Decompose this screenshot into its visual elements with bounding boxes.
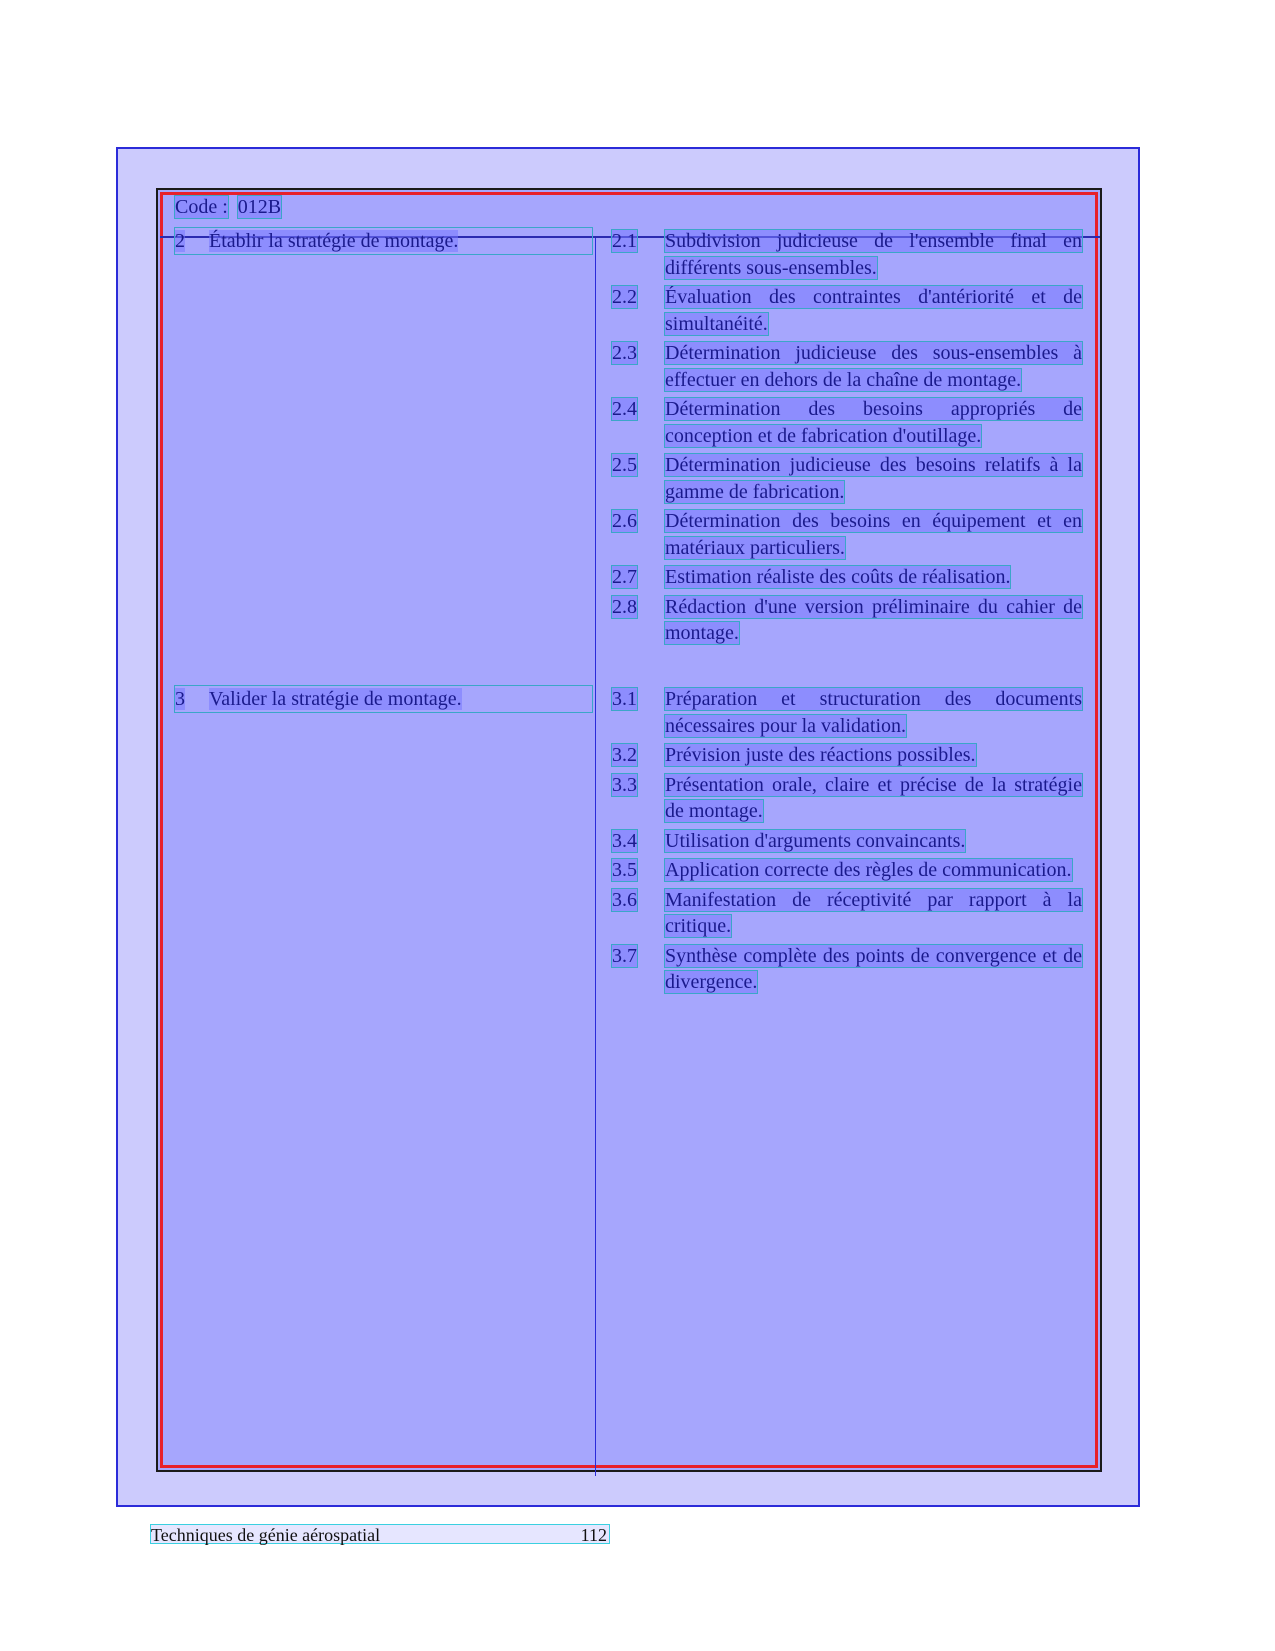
criterion-item [612,452,1082,505]
criterion-item [612,828,1082,855]
criterion-text: Estimation réaliste des coûts de réalisation. [665,566,1011,588]
criterion-text: Détermination des besoins en équipement et en matériaux particuliers. [665,510,1082,559]
criterion-item [612,508,1082,561]
criterion-text: Évaluation des contraintes d'antériorité et de simultanéité. [665,286,1082,335]
task-number: 3 [175,688,185,710]
task-title: Valider la stratégie de montage. [209,688,462,710]
code-value: 012B [237,196,282,218]
criterion-number: 2.7 [612,566,637,588]
criterion-number: 3.7 [612,944,637,967]
page-footer [150,1524,610,1544]
code-header [175,192,281,222]
criterion-number: 3.6 [612,888,637,911]
task-row-2 [175,228,592,254]
criterion-number: 3.1 [612,688,637,710]
task-row-3 [175,686,592,712]
criterion-text: Synthèse complète des points de convergence et de divergence. [665,944,1082,993]
criterion-item [612,396,1082,449]
criterion-item [612,594,1082,647]
criterion-number: 3.2 [612,744,637,766]
criterion-item [612,340,1082,393]
criterion-number: 2.4 [612,398,637,420]
criterion-number: 3.3 [612,773,637,796]
criterion-text: Manifestation de réceptivité par rapport à la critique. [665,888,1082,937]
criterion-item [612,772,1082,825]
criterion-text: Utilisation d'arguments convaincants. [665,829,966,852]
column-divider [595,238,596,1476]
criterion-number: 2.2 [612,286,637,308]
criteria-list-2 [612,228,1082,650]
code-label: Code : [175,196,228,218]
criterion-item [612,564,1082,591]
criterion-item [612,857,1082,884]
criterion-item [612,686,1082,739]
criterion-text: Préparation et structuration des documents nécessaires pour la validation. [665,688,1082,737]
criterion-text: Subdivision judicieuse de l'ensemble final en différents sous-ensembles. [665,230,1082,279]
criterion-item [612,742,1082,769]
task-title: Établir la stratégie de montage. [209,230,459,252]
criterion-text: Détermination judicieuse des besoins relatifs à la gamme de fabrication. [665,454,1082,503]
criterion-text: Rédaction d'une version préliminaire du cahier de montage. [665,595,1082,644]
criterion-number: 2.1 [612,230,637,252]
criterion-text: Application correcte des règles de communication. [665,859,1072,881]
criterion-item [612,284,1082,337]
page-number: 112 [580,1525,607,1545]
criterion-item [612,943,1082,996]
criterion-item [612,887,1082,940]
competency-table [156,188,1102,1472]
criterion-number: 2.3 [612,342,637,364]
criterion-number: 3.4 [612,829,637,852]
criterion-text: Prévision juste des réactions possibles. [665,744,976,766]
footer-program: Techniques de génie aérospatial [151,1525,381,1545]
criterion-text: Présentation orale, claire et précise de la stratégie de montage. [665,773,1082,822]
criterion-text: Détermination des besoins appropriés de conception et de fabrication d'outillage. [665,398,1082,447]
criterion-number: 2.6 [612,510,637,532]
criterion-number: 3.5 [612,859,637,881]
task-number: 2 [175,230,185,252]
criterion-item [612,228,1082,281]
criterion-number: 2.5 [612,454,637,476]
criterion-number: 2.8 [612,595,637,618]
criteria-list-3 [612,686,1082,999]
criterion-text: Détermination judicieuse des sous-ensembles à effectuer en dehors de la chaîne de montage. [665,342,1082,391]
